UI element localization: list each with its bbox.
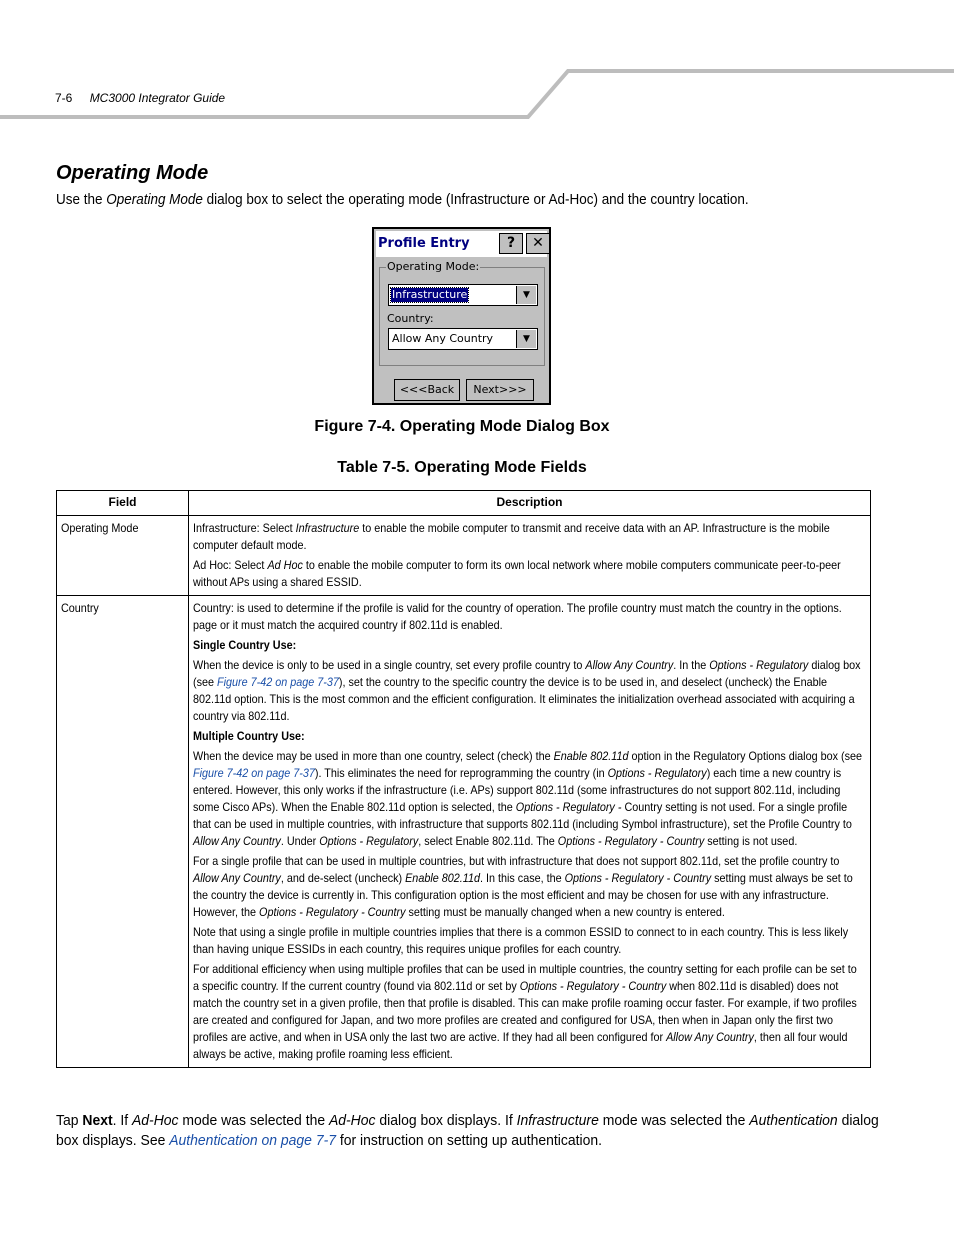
- section-title: Operating Mode: [56, 162, 209, 184]
- country-value: Allow Any Country: [392, 332, 494, 345]
- table-caption: Table 7-5. Operating Mode Fields: [337, 459, 587, 476]
- multiple-country-heading: Multiple Country Use:: [193, 729, 305, 743]
- guide-title: MC3000 Integrator Guide: [89, 91, 226, 105]
- table-header-row: [57, 491, 871, 516]
- operating-mode-value: Infrastructure: [392, 288, 468, 301]
- table-row: [57, 596, 871, 1068]
- figure-caption: Figure 7-4. Operating Mode Dialog Box: [314, 418, 610, 435]
- table-row: [57, 516, 871, 596]
- operating-mode-fields-table: [56, 490, 871, 1068]
- next-button[interactable]: Next>>>: [466, 379, 534, 401]
- dropdown-arrow-icon[interactable]: ▼: [516, 286, 536, 304]
- dropdown-arrow-icon[interactable]: ▼: [516, 330, 536, 348]
- field-name: Country: [61, 601, 99, 615]
- column-header-field: Field: [57, 491, 189, 516]
- intro-paragraph: Use the Operating Mode dialog box to select the operating mode (Infrastructure or Ad-Hoc) and the country location.: [56, 192, 749, 208]
- closing-paragraph: Tap Next. If Ad-Hoc mode was selected the Ad-Hoc dialog box displays. If Infrastructure mode was selected the Authentication dialog box displays. See Authentication on page 7-7 for instruction on setting up authentication.: [56, 1112, 879, 1149]
- column-header-description: Description: [189, 491, 871, 516]
- close-button[interactable]: ✕: [526, 233, 550, 254]
- field-name: Operating Mode: [61, 521, 139, 535]
- operating-mode-select[interactable]: [388, 284, 538, 306]
- dialog-title: Profile Entry: [378, 236, 470, 251]
- country-select[interactable]: [388, 328, 538, 350]
- field-description: Country: is used to determine if the profile is valid for the country of operation. The profile country must match the country in the options. page or it must match the acquired country if 802.11d is enabled. Single Country Use: When the device is only to be used in a single country, set every profile country to Allow Any Country. In the Options - Regulatory dialog box (see Figure 7-42 on page 7-37), set the country to the specific country the device is to be used in, and deselect (uncheck) the Enable 802.11d option. This is the most common and the efficient configuration. It eliminates the initialization overhead associated with acquiring a country via 802.11d. Multiple Country Use: When the device may be used in more than one country, select (check) the Enable 802.11d option in the Regulatory Options dialog box (see Figure 7-42 on page 7-37). This eliminates the need for reprogramming the country (in Options - Regulatory) each time a new country is entered. However, this only works if the infrastructure (i.e. APs) support 802.11d (some infrastructures do not support 802.11d, including some Cisco APs). When the Enable 802.11d option is selected, the Options - Regulatory - Country setting is not used. For a single profile that can be used in multiple countries, with infrastructure that supports 802.11d (including Symbol infrastructure), set the Profile Country to Allow Any Country. Under Options - Regulatory, select Enable 802.11d. The Options - Regulatory - Country setting is not used. For a single profile that can be used in multiple countries, but with infrastructure that does not support 802.11d, set the profile country to Allow Any Country, and de-select (uncheck) Enable 802.11d. In this case, the Options - Regulatory - Country setting must always be set to the country the device is currently in. This configuration option is the most efficient and may be chosen for use with any infrastructure. However, the Options - Regulatory - Country setting must be manually changed when a new country is entered. Note that using a single profile in multiple countries implies that there is a common ESSID to connect to in each country. This is less likely than having unique ESSIDs in each country, this requires unique profiles for each country. For additional efficiency when using multiple profiles that can be used in multiple countries, the country setting for each profile can be set to a specific country. If the current country (found via 802.11d or set by Options - Regulatory - Country when 802.11d is disabled) does not match the country set in a given profile, then that profile is disabled. This can make profile roaming occur faster. For example, if two profiles are created and configured for Japan, and two more profiles are created and configured for USA, then when in Japan only the first two profiles are active, and when in USA only the last two are active. If they had all been configured for Allow Any Country, then all four would always be active, making profile roaming less efficient.: [193, 600, 865, 1063]
- figure-link[interactable]: Figure 7-42 on page 7-37: [193, 766, 315, 780]
- authentication-link[interactable]: Authentication on page 7-7: [169, 1132, 336, 1149]
- country-label: Country:: [387, 312, 434, 325]
- back-button[interactable]: <<<Back: [394, 379, 460, 401]
- help-button[interactable]: ?: [499, 233, 523, 254]
- single-country-heading: Single Country Use:: [193, 638, 297, 652]
- figure-link[interactable]: Figure 7-42 on page 7-37: [217, 675, 339, 689]
- dialog-titlebar: [376, 231, 547, 257]
- running-head: [55, 91, 225, 105]
- operating-mode-label: Operating Mode:: [387, 260, 480, 273]
- page-number: 7-6: [55, 91, 73, 105]
- settings-group: [379, 260, 545, 366]
- field-description: Infrastructure: Select Infrastructure to enable the mobile computer to transmit and receive data with an AP. Infrastructure is the mobile computer default mode. Ad Hoc: Select Ad Hoc to enable the mobile computer to form its own local network where mobile computers communicate peer-to-peer without APs using a shared ESSID.: [193, 521, 841, 589]
- profile-entry-dialog: [372, 227, 551, 405]
